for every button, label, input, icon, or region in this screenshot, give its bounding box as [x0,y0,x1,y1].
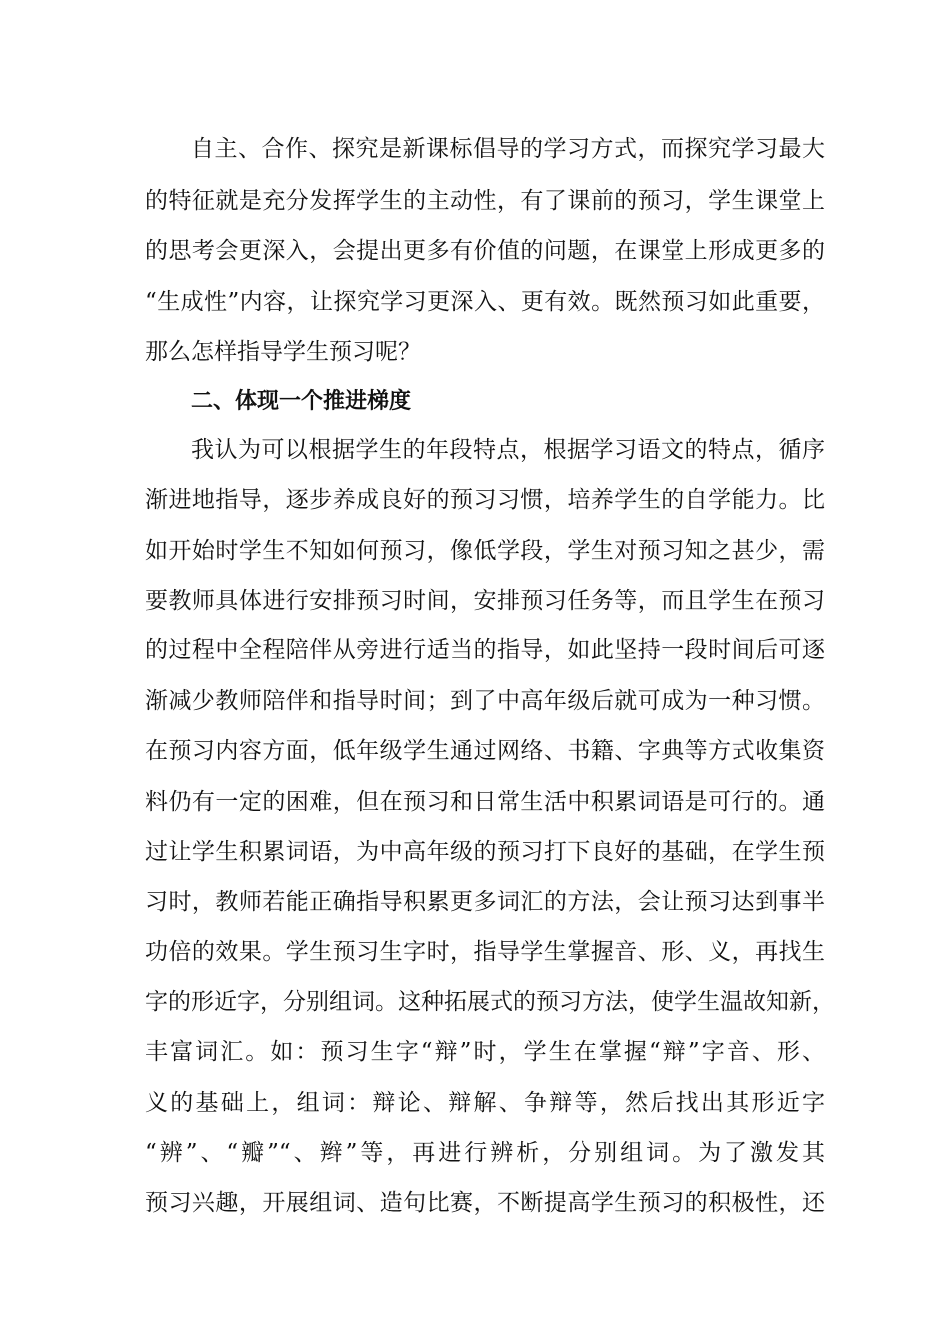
paragraph-2-line-3: 如开始时学生不知如何预习，像低学段，学生对预习知之甚少，需 [145,538,825,564]
paragraph-2-line-7: 在预习内容方面，低年级学生通过网络、书籍、字典等方式收集资 [145,738,825,764]
paragraph-2-line-15: “辨”、“瓣”“、辫”等，再进行辨析，分别组词。为了激发其 [145,1140,825,1166]
paragraph-2-line-12: 字的形近字，分别组词。这种拓展式的预习方法，使学生温故知新， [145,989,835,1015]
paragraph-2-line-6: 渐减少教师陪伴和指导时间；到了中高年级后就可成为一种习惯。 [145,688,825,714]
paragraph-2-line-11: 功倍的效果。学生预习生字时，指导学生掌握音、形、义，再找生 [145,939,825,965]
paragraph-2-line-16: 预习兴趣，开展组词、造句比赛，不断提高学生预习的积极性，还 [145,1190,825,1216]
paragraph-2-line-13: 丰富词汇。如：预习生字“辩”时，学生在掌握“辩”字音、形、 [145,1039,825,1065]
paragraph-1-line-2: 的特征就是充分发挥学生的主动性，有了课前的预习，学生课堂上 [145,188,825,214]
paragraph-2-line-4: 要教师具体进行安排预习时间，安排预习任务等，而且学生在预习 [145,588,825,614]
paragraph-1-line-4: “生成性”内容，让探究学习更深入、更有效。既然预习如此重要， [145,289,825,315]
paragraph-1-line-5: 那么怎样指导学生预习呢？ [145,339,421,365]
paragraph-2-line-8: 料仍有一定的困难，但在预习和日常生活中积累词语是可行的。通 [145,789,825,815]
paragraph-2-line-5: 的过程中全程陪伴从旁进行适当的指导，如此坚持一段时间后可逐 [145,637,825,663]
paragraph-2-line-14: 义的基础上，组词：辩论、辩解、争辩等，然后找出其形近字 [145,1090,825,1116]
section-heading: 二、体现一个推进梯度 [191,389,412,414]
paragraph-2-line-2: 渐进地指导，逐步养成良好的预习习惯，培养学生的自学能力。比 [145,487,825,513]
paragraph-1-line-3: 的思考会更深入，会提出更多有价值的问题，在课堂上形成更多的 [145,238,825,264]
paragraph-2-line-9: 过让学生积累词语，为中高年级的预习打下良好的基础，在学生预 [145,839,825,865]
paragraph-1-line-1: 自主、合作、探究是新课标倡导的学习方式，而探究学习最大 [191,136,825,162]
paragraph-2-line-10: 习时，教师若能正确指导积累更多词汇的方法，会让预习达到事半 [145,889,825,915]
paragraph-2-line-1: 我认为可以根据学生的年段特点，根据学习语文的特点，循序 [191,437,825,463]
